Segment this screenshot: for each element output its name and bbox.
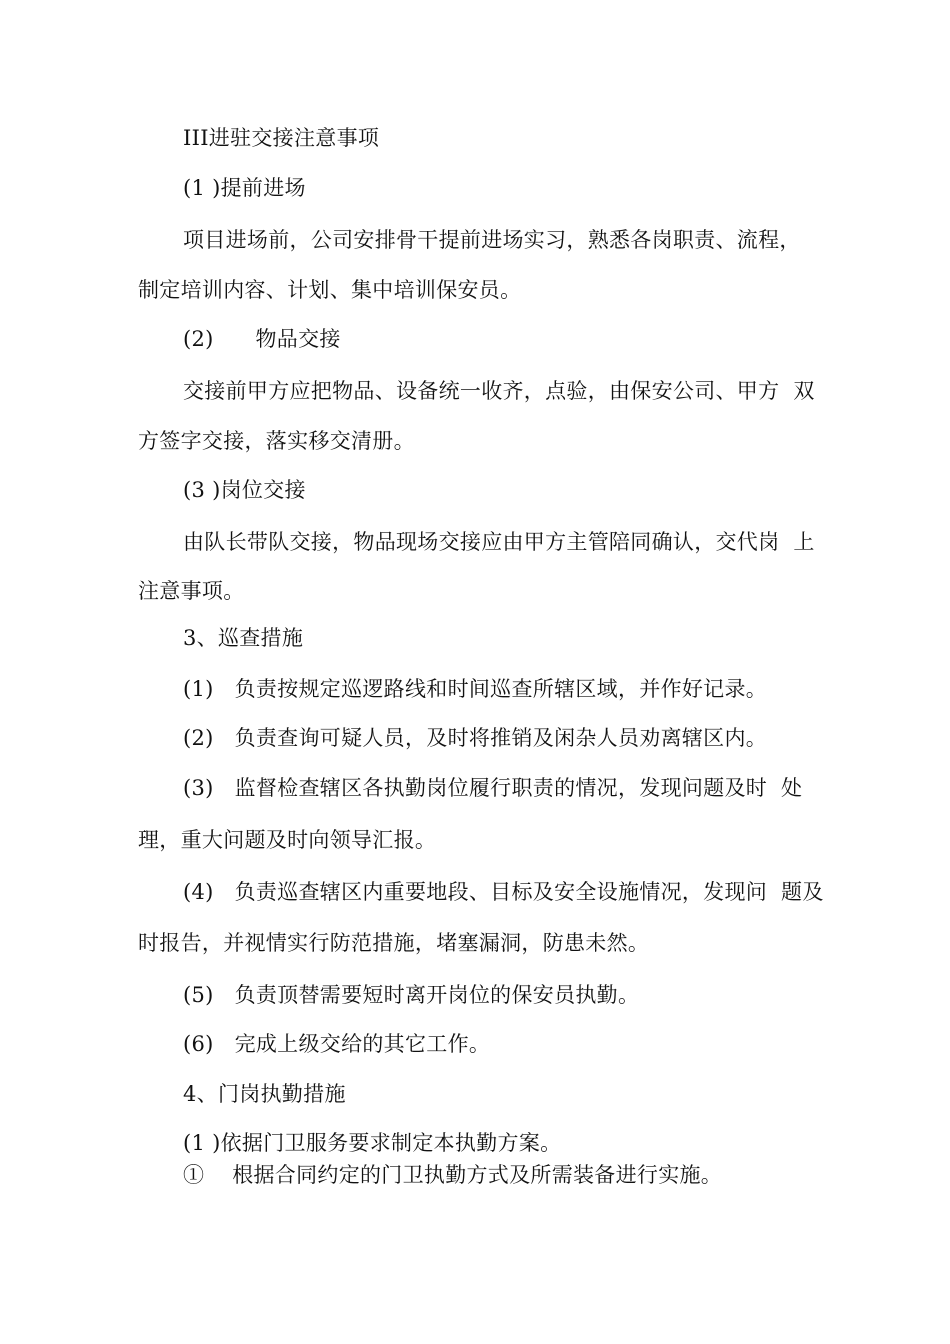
paragraph-line: 理，重大问题及时向领导汇报。: [138, 828, 437, 852]
paragraph-line: 时报告，并视情实行防范措施，堵塞漏洞，防患未然。: [138, 931, 650, 955]
list-item: (2) 负责查询可疑人员，及时将推销及闲杂人员劝离辖区内。: [183, 726, 768, 750]
list-item: (6) 完成上级交给的其它工作。: [183, 1032, 491, 1056]
list-item: ① 根据合同约定的门卫执勤方式及所需装备进行实施。: [183, 1163, 723, 1187]
section-heading: 4、门岗执勤措施: [183, 1082, 346, 1106]
list-item: (3) 监督检查辖区各执勤岗位履行职责的情况，发现问题及时 处: [183, 776, 803, 800]
subsection-heading: (3 )岗位交接: [183, 478, 306, 502]
list-item: (1 )依据门卫服务要求制定本执勤方案。: [183, 1131, 562, 1155]
section-heading: 3、巡查措施: [183, 626, 304, 650]
paragraph-line: 方签字交接，落实移交清册。: [138, 429, 415, 453]
list-item: (4) 负责巡查辖区内重要地段、目标及安全设施情况，发现问 题及: [183, 880, 824, 904]
section-heading: III进驻交接注意事项: [183, 126, 380, 150]
list-item: (1) 负责按规定巡逻路线和时间巡查所辖区域，并作好记录。: [183, 677, 768, 701]
paragraph-line: 制定培训内容、计划、集中培训保安员。: [138, 278, 522, 302]
paragraph-line: 由队长带队交接，物品现场交接应由甲方主管陪同确认，交代岗 上: [183, 530, 815, 554]
list-item: (5) 负责顶替需要短时离开岗位的保安员执勤。: [183, 983, 640, 1007]
subsection-heading: (2) 物品交接: [183, 327, 341, 351]
paragraph-line: 项目进场前，公司安排骨干提前进场实习，熟悉各岗职责、流程，: [183, 228, 801, 252]
subsection-heading: (1 )提前进场: [183, 176, 306, 200]
paragraph-line: 注意事项。: [138, 579, 245, 603]
paragraph-line: 交接前甲方应把物品、设备统一收齐，点验，由保安公司、甲方 双: [183, 379, 815, 403]
